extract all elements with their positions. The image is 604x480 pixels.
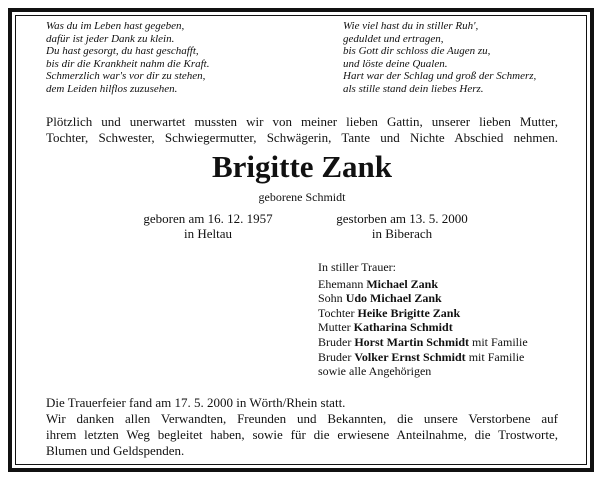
thanks-paragraph xyxy=(46,411,558,459)
poem-line: Wie viel hast du in stiller Ruh', xyxy=(343,20,479,32)
mourner-entry xyxy=(318,277,528,292)
death-place: in Biberach xyxy=(371,226,433,241)
funeral-notice: Die Trauerfeier fand am 17. 5. 2000 in Wörth/Rhein statt. xyxy=(46,395,346,410)
mourner-entry xyxy=(318,291,528,306)
deceased-name: Brigitte Zank xyxy=(212,149,392,184)
poem-right xyxy=(343,20,536,96)
mourner-name: Heike Brigitte Zank xyxy=(357,305,461,320)
mourner-suffix: mit Familie xyxy=(468,334,528,349)
poem-line: geduldet und ertragen, xyxy=(343,32,444,45)
mourner-suffix: mit Familie xyxy=(465,349,525,364)
mourner-name: Michael Zank xyxy=(366,276,438,291)
poem-line: als stille stand dein liebes Herz. xyxy=(343,82,484,95)
birth-date: geboren am 16. 12. 1957 xyxy=(143,211,273,226)
mourner-relation: Ehemann xyxy=(318,276,367,291)
mourner-name: Katharina Schmidt xyxy=(353,320,453,335)
mourner-entry xyxy=(318,306,528,321)
mourners-list xyxy=(318,260,528,379)
mourner-name: Udo Michael Zank xyxy=(345,291,442,306)
mourner-relation: Tochter xyxy=(318,305,358,320)
mourner-relation: Mutter xyxy=(318,320,354,335)
poem-line: dafür ist jeder Dank zu klein. xyxy=(46,32,175,45)
intro-line: Plötzlich und unerwartet mussten wir von meiner lieben Gattin, unserer lieben Mutter, xyxy=(46,114,558,129)
mourners-closing: sowie alle Angehörigen xyxy=(318,364,432,379)
mourner-entry xyxy=(318,335,528,350)
mourner-name: Volker Ernst Schmidt xyxy=(354,349,466,364)
thanks-line: Blumen und Geldspenden. xyxy=(46,443,185,458)
poem-left xyxy=(46,20,209,96)
intro-paragraph xyxy=(46,114,558,146)
poem-line: dem Leiden hilflos zuzusehen. xyxy=(46,82,178,95)
poem-line: Du hast gesorgt, du hast geschafft, xyxy=(46,45,199,58)
mourner-relation: Bruder xyxy=(318,334,355,349)
mourner-relation: Sohn xyxy=(318,291,346,306)
poem-line: Was du im Leben hast gegeben, xyxy=(46,20,185,32)
poem-line: bis Gott dir schloss die Augen zu, xyxy=(343,45,491,58)
mourners-heading: In stiller Trauer: xyxy=(318,260,396,274)
mourner-relation: Bruder xyxy=(318,349,355,364)
mourner-entry xyxy=(318,320,528,335)
poem-line: und löste deine Qualen. xyxy=(343,57,448,70)
thanks-line: ihrem letzten Weg begleitet haben, sowie für die erwiesene Anteilnahme, die Trostworte, xyxy=(46,427,558,442)
maiden-name: geborene Schmidt xyxy=(258,190,346,204)
thanks-line: Wir danken allen Verwandten, Freunden und Bekannten, die unsere Verstorbene auf xyxy=(46,411,558,426)
mourner-entry xyxy=(318,350,528,365)
poem-line: Hart war der Schlag und groß der Schmerz, xyxy=(343,70,537,83)
poem-line: Schmerzlich war's vor dir zu stehen, xyxy=(46,70,206,83)
birth-place: in Heltau xyxy=(183,226,232,241)
death-info xyxy=(322,211,482,241)
birth-info xyxy=(128,211,288,241)
death-date: gestorben am 13. 5. 2000 xyxy=(336,211,468,226)
intro-line: Tochter, Schwester, Schwiegermutter, Schwägerin, Tante und Nichte Abschied nehmen. xyxy=(46,130,558,145)
poem-line: bis dir die Krankheit nahm die Kraft. xyxy=(46,57,210,70)
mourner-name: Horst Martin Schmidt xyxy=(354,334,469,349)
